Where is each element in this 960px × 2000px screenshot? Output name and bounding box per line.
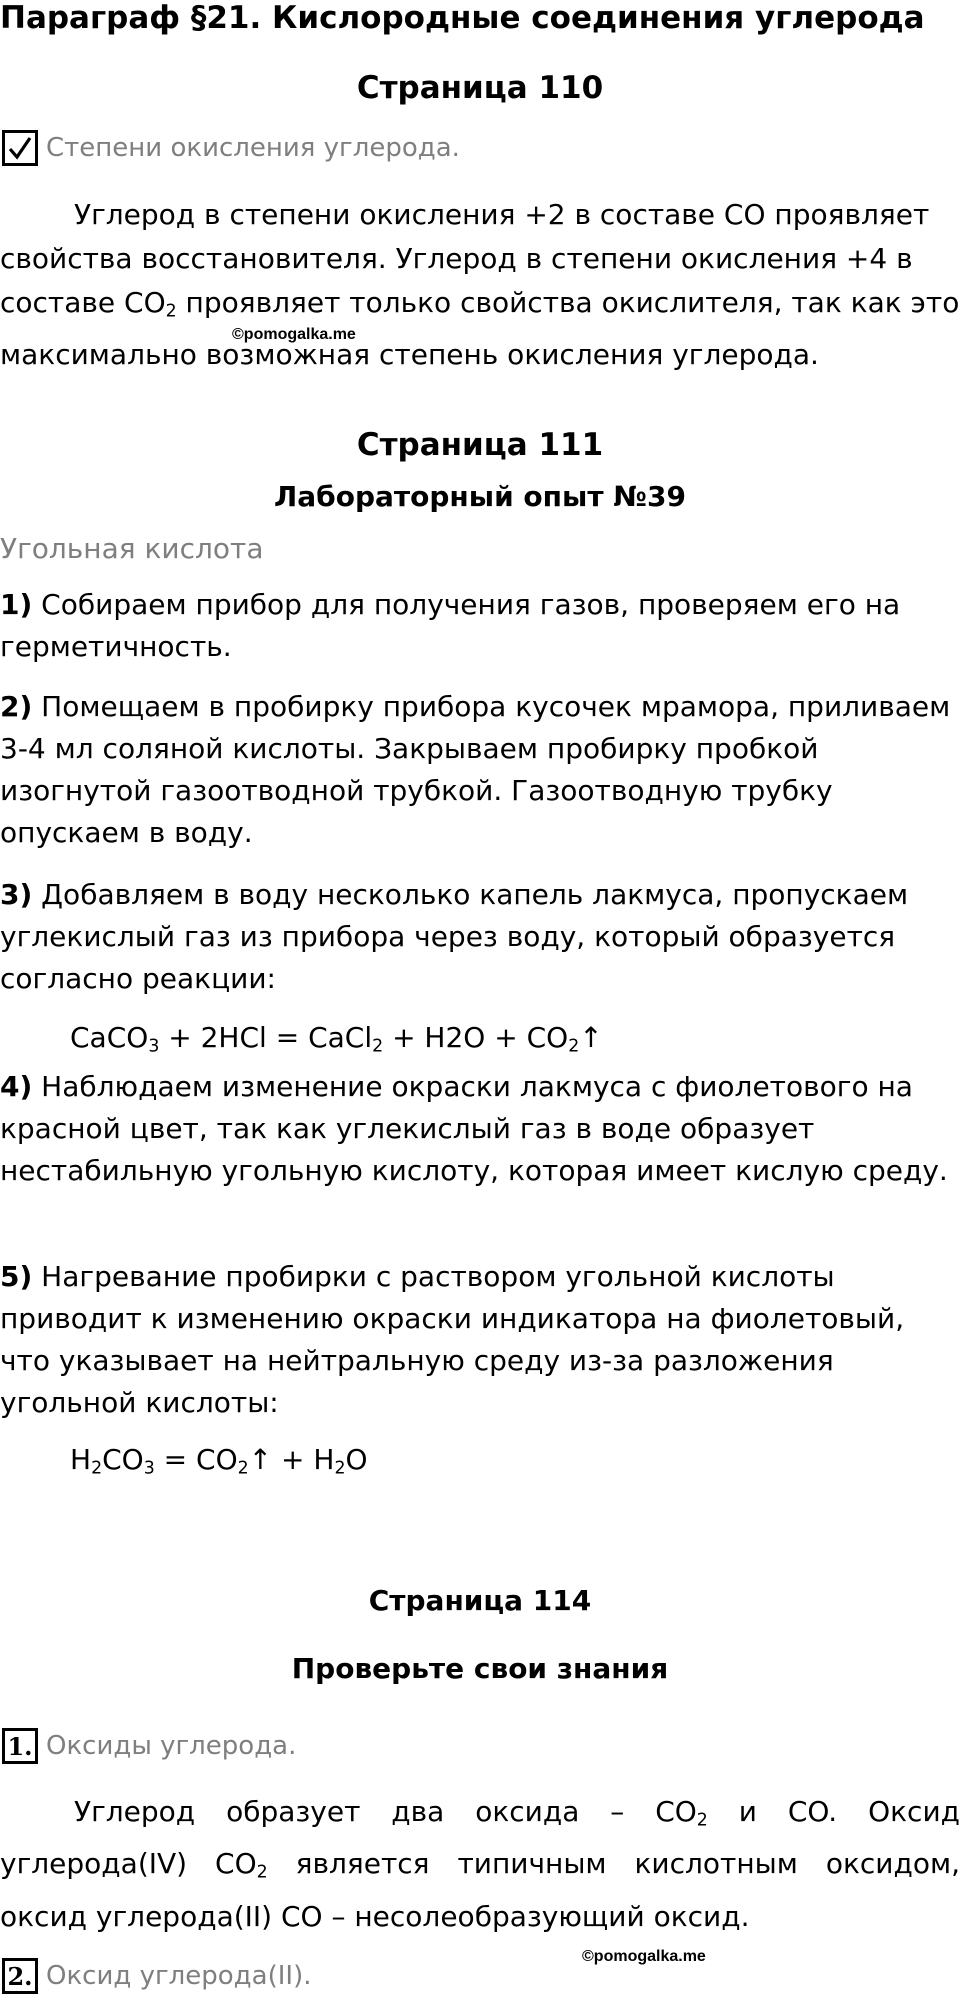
page-111-heading: Страница 111	[356, 427, 604, 463]
answer-paragraph: Углерод в степени окисления +2 в составе СО проявляет свойства восстановителя. Углерод в степени окисления +4 в составе $СО_2$ проявляет только свойства окислителя, так как это максимально возможная степень окисления углерода.	[0, 198, 960, 372]
question-number-box: 2.	[2, 1958, 38, 1994]
watermark-bottom: ©pomogalka.me	[582, 1948, 706, 1965]
step-4: 4) Наблюдаем изменение окраски лакмуса с фиолетового на красной цвет, так как углекислый газ в воде образует нестабильную угольную кислоту, которая имеет кислую среду.	[0, 1070, 948, 1187]
reaction-formula-2: $H_2CO_3$ = $CO_2↑ + H_2O$	[70, 1443, 368, 1479]
step-5: 5) Нагревание пробирки с раствором угольной кислоты приводит к изменению окраски индикатора на фиолетовый, что указывает на нейтральную среду из-за разложения угольной кислоты:	[0, 1260, 905, 1419]
question-1-line	[0, 1724, 296, 1768]
check-knowledge-heading: Проверьте свои знания	[291, 1652, 669, 1685]
checkbox-icon	[2, 130, 38, 166]
step-2: 2) Помещаем в пробирку прибора кусочек мрамора, приливаем 3-4 мл соляной кислоты. Закрываем пробирку пробкой изогнутой газоотводной трубкой. Газоотводную трубку опускаем в воду.	[0, 690, 951, 849]
paragraph-title: Параграф §21. Кислородные соединения углерода	[0, 0, 925, 36]
watermark: ©pomogalka.me	[232, 326, 356, 343]
reaction-formula-1: CaCO$_3$ + 2HCl = CaCl$_2$ + $H2O + CO_2↑$	[70, 1021, 603, 1057]
page-114-heading: Страница 114	[368, 1584, 592, 1617]
topic-label: Угольная кислота	[0, 532, 264, 565]
question-text: Степени окисления углерода.	[46, 133, 460, 163]
question-checkbox-line	[0, 126, 460, 170]
question-1-text: Оксиды углерода.	[46, 1731, 297, 1761]
question-number-box: 1.	[2, 1728, 38, 1764]
step-3: 3) Добавляем в воду несколько капель лакмуса, пропускаем углекислый газ из прибора через воду, который образуется согласно реакции:	[0, 878, 909, 995]
lab-experiment-heading: Лабораторный опыт №39	[274, 480, 686, 513]
page-110-heading: Страница 110	[356, 70, 604, 106]
question-2-text: Оксид углерода(II).	[46, 1961, 312, 1991]
question-2-line	[0, 1954, 311, 1998]
answer-1-paragraph: Углерод образует два оксида – $CO_2$ и CO. Оксид углерода(IV) $CO_2$ является типичным кислотным оксидом, оксид углерода(II) CO – несолеобразующий оксид.	[0, 1795, 960, 1933]
step-1: 1) Собираем прибор для получения газов, проверяем его на герметичность.	[0, 588, 901, 663]
